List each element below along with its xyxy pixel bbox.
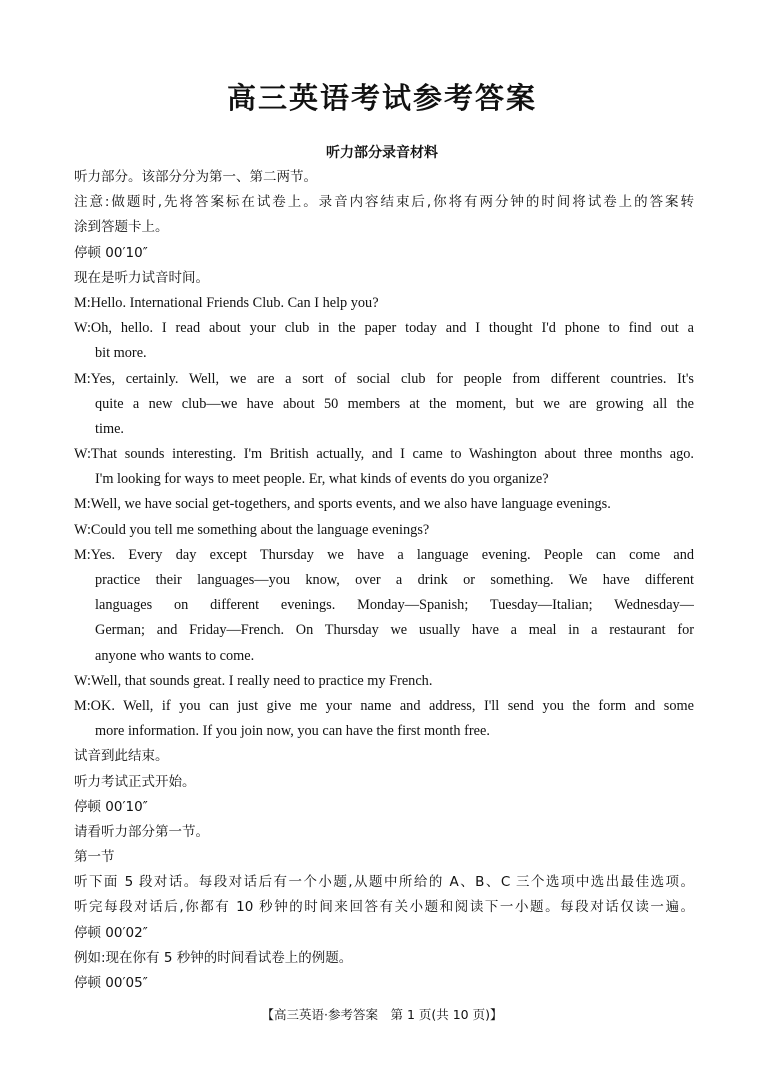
text-line: 请看听力部分第一节。 (74, 823, 209, 840)
text-line: German; and Friday—French. On Thursday we usually have a meal in a restaurant for (95, 622, 694, 639)
text-line: 听下面 5 段对话。每段对话后有一个小题,从题中所给的 A、B、C 三个选项中选出最佳选项。 (74, 874, 694, 891)
text-line: W:That sounds interesting. I'm British actually, and I came to Washington about three months ago. (74, 446, 694, 463)
page-title: 高三英语考试参考答案 (226, 81, 537, 115)
text-line: I'm looking for ways to meet people. Er, what kinds of events do you organize? (95, 471, 549, 488)
text-line: 听力考试正式开始。 (74, 773, 196, 790)
text-line: 停顿 00′05″ (74, 975, 148, 991)
text-line: 试音到此结束。 (74, 748, 169, 765)
text-line: 第一节 (74, 849, 115, 866)
text-line: languages on different evenings. Monday—Spanish; Tuesday—Italian; Wednesday— (95, 597, 694, 614)
text-line: 例如:现在你有 5 秒钟的时间看试卷上的例题。 (74, 949, 353, 966)
text-line: 听完每段对话后,你都有 10 秒钟的时间来回答有关小题和阅读下一小题。每段对话仅读一遍。 (74, 899, 694, 916)
text-line: bit more. (95, 345, 147, 362)
text-line: 听力部分。该部分分为第一、第二两节。 (74, 169, 317, 185)
text-line: practice their languages—you know, over a drink or something. We have different (95, 572, 694, 588)
text-line: anyone who wants to come. (95, 647, 255, 664)
text-line: W:Well, that sounds great. I really need to practice my French. (74, 672, 433, 689)
page-footer: 【高三英语·参考答案 第 1 页(共 10 页)】 (261, 1007, 503, 1022)
text-line: M:Well, we have social get-togethers, and sports events, and we also have language evenings. (74, 496, 611, 513)
text-line: M:OK. Well, if you can just give me your name and address, I'll send you the form and some (74, 697, 694, 714)
text-line: M:Yes, certainly. Well, we are a sort of social club for people from different countries. It's (74, 370, 694, 387)
text-line: M:Hello. International Friends Club. Can I help you? (74, 294, 379, 311)
section-title: 听力部分录音材料 (326, 145, 438, 161)
text-line: W:Could you tell me something about the language evenings? (74, 521, 430, 538)
text-line: 现在是听力试音时间。 (74, 269, 209, 286)
text-line: 注意:做题时,先将答案标在试卷上。录音内容结束后,你将有两分钟的时间将试卷上的答案转 (74, 194, 694, 211)
text-line: 涂到答题卡上。 (74, 219, 169, 236)
text-line: 停顿 00′10″ (74, 798, 148, 815)
text-line: quite a new club—we have about 50 members at the moment, but we are growing all the (95, 395, 694, 412)
text-line: 停顿 00′10″ (74, 244, 148, 261)
text-line: M:Yes. Every day except Thursday we have a language evening. People can come and (74, 546, 694, 563)
text-line: 停顿 00′02″ (74, 924, 148, 941)
text-line: W:Oh, hello. I read about your club in the paper today and I thought I'd phone to find out a (74, 320, 694, 337)
text-line: time. (95, 420, 124, 437)
text-line: more information. If you join now, you can have the first month free. (95, 723, 490, 740)
document-body (74, 165, 694, 996)
